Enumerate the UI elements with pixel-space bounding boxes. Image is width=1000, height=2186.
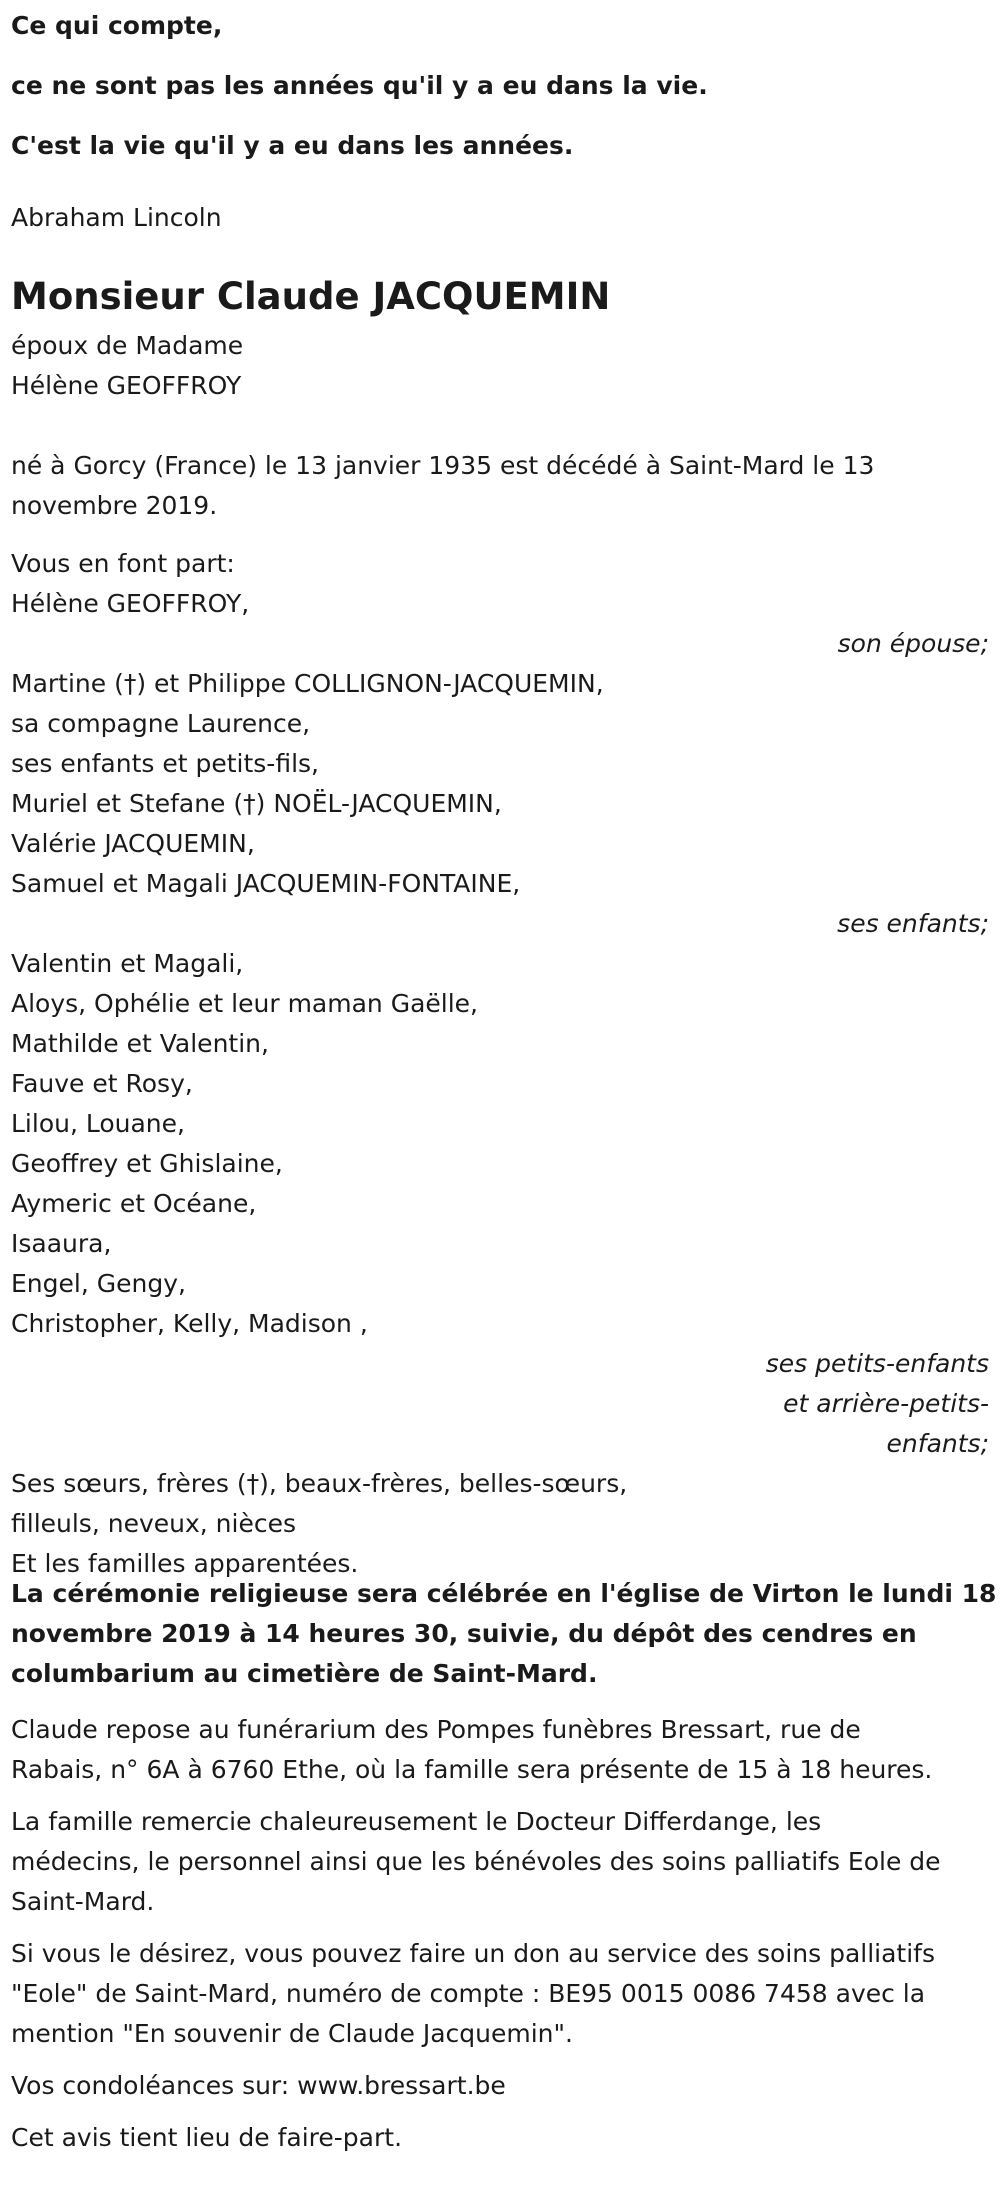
spouse-of-block <box>11 326 243 406</box>
repose-line-1: Claude repose au funérarium des Pompes funèbres Bressart, rue de <box>11 1715 861 1744</box>
child-line: Samuel et Magali JACQUEMIN-FONTAINE, <box>11 869 521 898</box>
grandchild-line: Geoffrey et Ghislaine, <box>11 1149 283 1178</box>
grandchild-line: Lilou, Louane, <box>11 1109 185 1138</box>
child-line: Martine (†) et Philippe COLLIGNON-JACQUEMIN, <box>11 669 604 698</box>
donation-line-2: "Eole" de Saint-Mard, numéro de compte : BE95 0015 0086 7458 avec la <box>11 1979 926 2008</box>
quote-author: Abraham Lincoln <box>11 203 222 232</box>
birth-death-block <box>11 446 941 526</box>
quote-block <box>11 6 708 166</box>
family-line: Et les familles apparentées. <box>11 1549 359 1578</box>
child-line: ses enfants et petits-fils, <box>11 749 319 778</box>
ceremony-block <box>11 1574 997 1694</box>
family-line: Ses sœurs, frères (†), beaux-frères, belles-sœurs, <box>11 1469 628 1498</box>
child-line: Muriel et Stefane (†) NOËL-JACQUEMIN, <box>11 789 502 818</box>
spouse-role: son épouse; <box>837 629 989 658</box>
ceremony-line-2: novembre 2019 à 14 heures 30, suivie, du dépôt des cendres en <box>11 1619 917 1648</box>
ceremony-line-3: columbarium au cimetière de Saint-Mard. <box>11 1659 598 1688</box>
birth-death-line-2: novembre 2019. <box>11 491 218 520</box>
grandchild-line: Mathilde et Valentin, <box>11 1029 269 1058</box>
notice-line: Cet avis tient lieu de faire-part. <box>11 2123 403 2152</box>
donation-line-1: Si vous le désirez, vous pouvez faire un don au service des soins palliatifs <box>11 1939 935 1968</box>
quote-line-1: Ce qui compte, <box>11 11 223 40</box>
quote-line-2: ce ne sont pas les années qu'il y a eu dans la vie. <box>11 71 708 100</box>
spouse-of-line-1: époux de Madame <box>11 331 244 360</box>
condolences-line: Vos condoléances sur: www.bressart.be <box>11 2071 506 2100</box>
grandchild-line: Isaaura, <box>11 1229 112 1258</box>
thanks-line-2: médecins, le personnel ainsi que les bénévoles des soins palliatifs Eole de <box>11 1847 941 1876</box>
grandchild-line: Fauve et Rosy, <box>11 1069 193 1098</box>
child-line: sa compagne Laurence, <box>11 709 311 738</box>
birth-death-line-1: né à Gorcy (France) le 13 janvier 1935 est décédé à Saint-Mard le 13 <box>11 451 875 480</box>
grandchild-line: Aymeric et Océane, <box>11 1189 257 1218</box>
grandchildren-role-line-1: ses petits-enfants <box>765 1349 989 1378</box>
family-line: filleuls, neveux, nièces <box>11 1509 296 1538</box>
thanks-line-3: Saint-Mard. <box>11 1887 155 1916</box>
details-block <box>11 1710 989 2158</box>
child-line: Valérie JACQUEMIN, <box>11 829 255 858</box>
announcement-spouse: Hélène GEOFFROY, <box>11 589 250 618</box>
announcement-block <box>11 544 989 1584</box>
repose-line-2: Rabais, n° 6A à 6760 Ethe, où la famille sera présente de 15 à 18 heures. <box>11 1755 933 1784</box>
donation-line-3: mention "En souvenir de Claude Jacquemin". <box>11 2019 573 2048</box>
grandchildren-role-line-3: enfants; <box>886 1429 989 1458</box>
deceased-name: Monsieur Claude JACQUEMIN <box>11 275 611 318</box>
grandchild-line: Christopher, Kelly, Madison , <box>11 1309 368 1338</box>
grandchildren-role-line-2: et arrière-petits- <box>783 1389 989 1418</box>
announcement-intro: Vous en font part: <box>11 549 235 578</box>
children-role: ses enfants; <box>837 909 989 938</box>
grandchild-line: Aloys, Ophélie et leur maman Gaëlle, <box>11 989 479 1018</box>
grandchild-line: Valentin et Magali, <box>11 949 244 978</box>
spouse-of-line-2: Hélène GEOFFROY <box>11 371 242 400</box>
thanks-line-1: La famille remercie chaleureusement le Docteur Differdange, les <box>11 1807 822 1836</box>
ceremony-line-1: La cérémonie religieuse sera célébrée en l'église de Virton le lundi 18 <box>11 1579 997 1608</box>
grandchild-line: Engel, Gengy, <box>11 1269 186 1298</box>
quote-line-3: C'est la vie qu'il y a eu dans les années. <box>11 131 574 160</box>
